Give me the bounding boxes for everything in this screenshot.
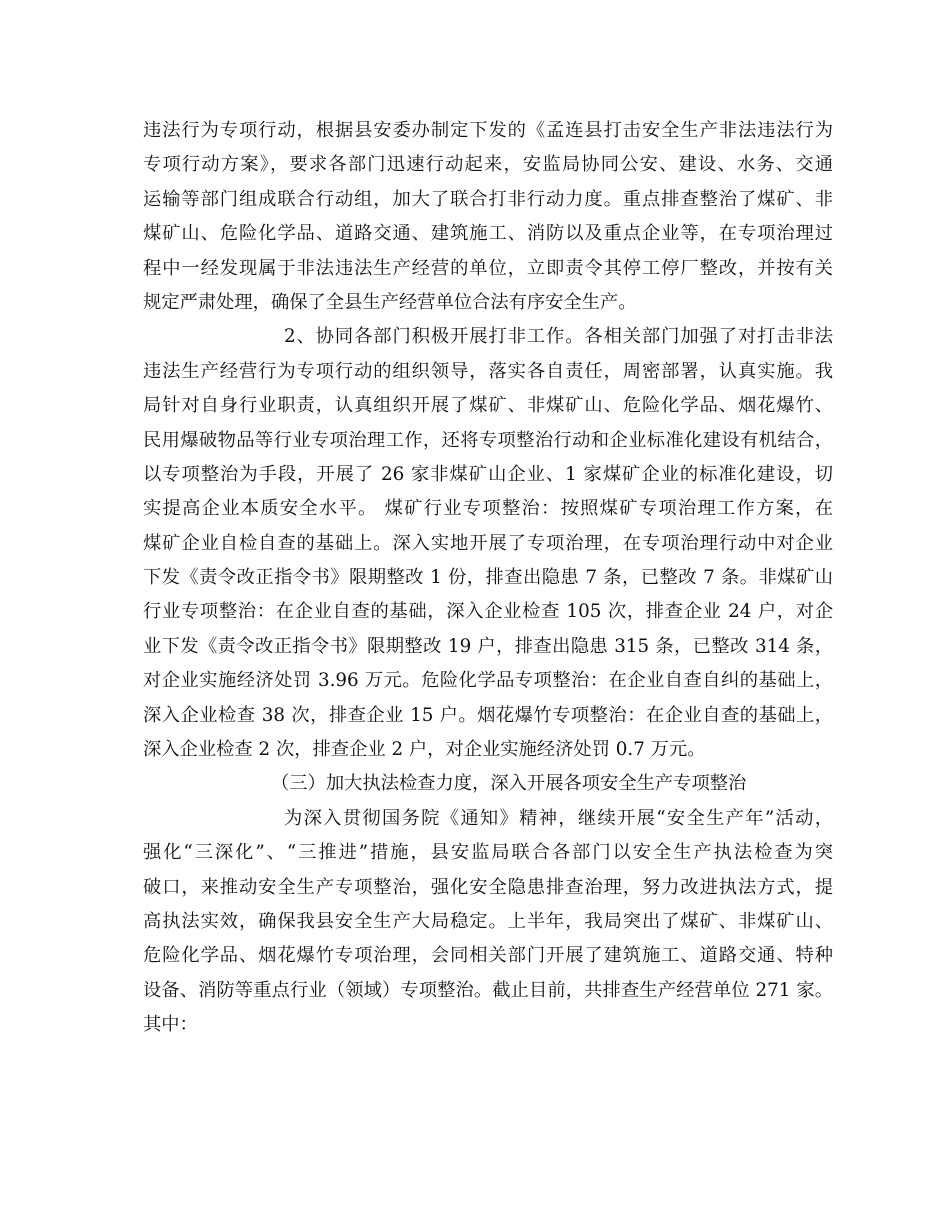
- text-line: 下发《责令改正指令书》限期整改 1 份，排查出隐患 7 条，已整改 7 条。非煤矿山: [143, 567, 833, 589]
- text-line: 局针对自身行业职责，认真组织开展了煤矿、非煤矿山、危险化学品、烟花爆竹、: [143, 395, 833, 417]
- text-line: 违法生产经营行为专项行动的组织领导，落实各自责任，周密部署，认真实施。我: [143, 360, 833, 382]
- text-line: 违法行为专项行动，根据县安委办制定下发的《孟连县打击安全生产非法违法行为: [143, 120, 833, 141]
- text-line: 对企业实施经济处罚 3.96 万元。危险化学品专项整治：在企业自查自纠的基础上，: [143, 670, 833, 692]
- text-line: 煤矿山、危险化学品、道路交通、建筑施工、消防以及重点企业等，在专项治理过: [143, 223, 833, 245]
- text-line: 民用爆破物品等行业专项治理工作，还将专项整治行动和企业标准化建设有机结合，: [143, 429, 833, 451]
- text-line: 运输等部门组成联合行动组，加大了联合打非行动力度。重点排查整治了煤矿、非: [143, 188, 833, 210]
- paragraph-start-line: 为深入贯彻国务院《通知》精神，继续开展“安全生产年”活动，: [284, 807, 833, 829]
- text-line: 破口，来推动安全生产专项整治，强化安全隐患排查治理，努力改进执法方式，提: [143, 876, 833, 898]
- text-line: 程中一经发现属于非法违法生产经营的单位，立即责令其停工停厂整改，并按有关: [143, 257, 833, 279]
- text-line: 深入企业检查 2 次，排查企业 2 户，对企业实施经济处罚 0.7 万元。: [143, 739, 706, 761]
- text-line: 煤矿企业自检自查的基础上。深入实地开展了专项治理，在专项治理行动中对企业: [143, 532, 833, 554]
- text-line: 规定严肃处理，确保了全县生产经营单位合法有序安全生产。: [143, 291, 637, 313]
- text-line: 行业专项整治：在企业自查的基础，深入企业检查 105 次，排查企业 24 户，对企: [143, 601, 833, 623]
- text-line: 业下发《责令改正指令书》限期整改 19 户，排查出隐患 315 条，已整改 314 条，: [143, 635, 833, 657]
- text-line: 危险化学品、烟花爆竹专项治理，会同相关部门开展了建筑施工、道路交通、特种: [143, 945, 833, 967]
- text-line: 深入企业检查 38 次，排查企业 15 户。烟花爆竹专项整治：在企业自查的基础上，: [143, 704, 833, 726]
- paragraph-start-line: 2、协同各部门积极开展打非工作。各相关部门加强了对打击非法: [284, 326, 833, 348]
- text-line: 专项行动方案》，要求各部门迅速行动起来，安监局协同公安、建设、水务、交通: [143, 154, 833, 176]
- section-heading: （三）加大执法检查力度，深入开展各项安全生产专项整治: [271, 773, 747, 795]
- text-line: 实提高企业本质安全水平。 煤矿行业专项整治：按照煤矿专项治理工作方案，在: [143, 498, 833, 520]
- text-line: 以专项整治为手段，开展了 26 家非煤矿山企业、1 家煤矿企业的标准化建设，切: [143, 463, 833, 485]
- text-line: 强化“三深化”、“三推进”措施，县安监局联合各部门以安全生产执法检查为突: [143, 842, 833, 864]
- document-body: [143, 114, 833, 1043]
- text-line: 设备、消防等重点行业（领域）专项整治。截止目前，共排查生产经营单位 271 家。: [143, 979, 833, 1001]
- text-line: 高执法实效，确保我县安全生产大局稳定。上半年，我局突出了煤矿、非煤矿山、: [143, 910, 833, 932]
- text-line: 其中：: [143, 1014, 198, 1036]
